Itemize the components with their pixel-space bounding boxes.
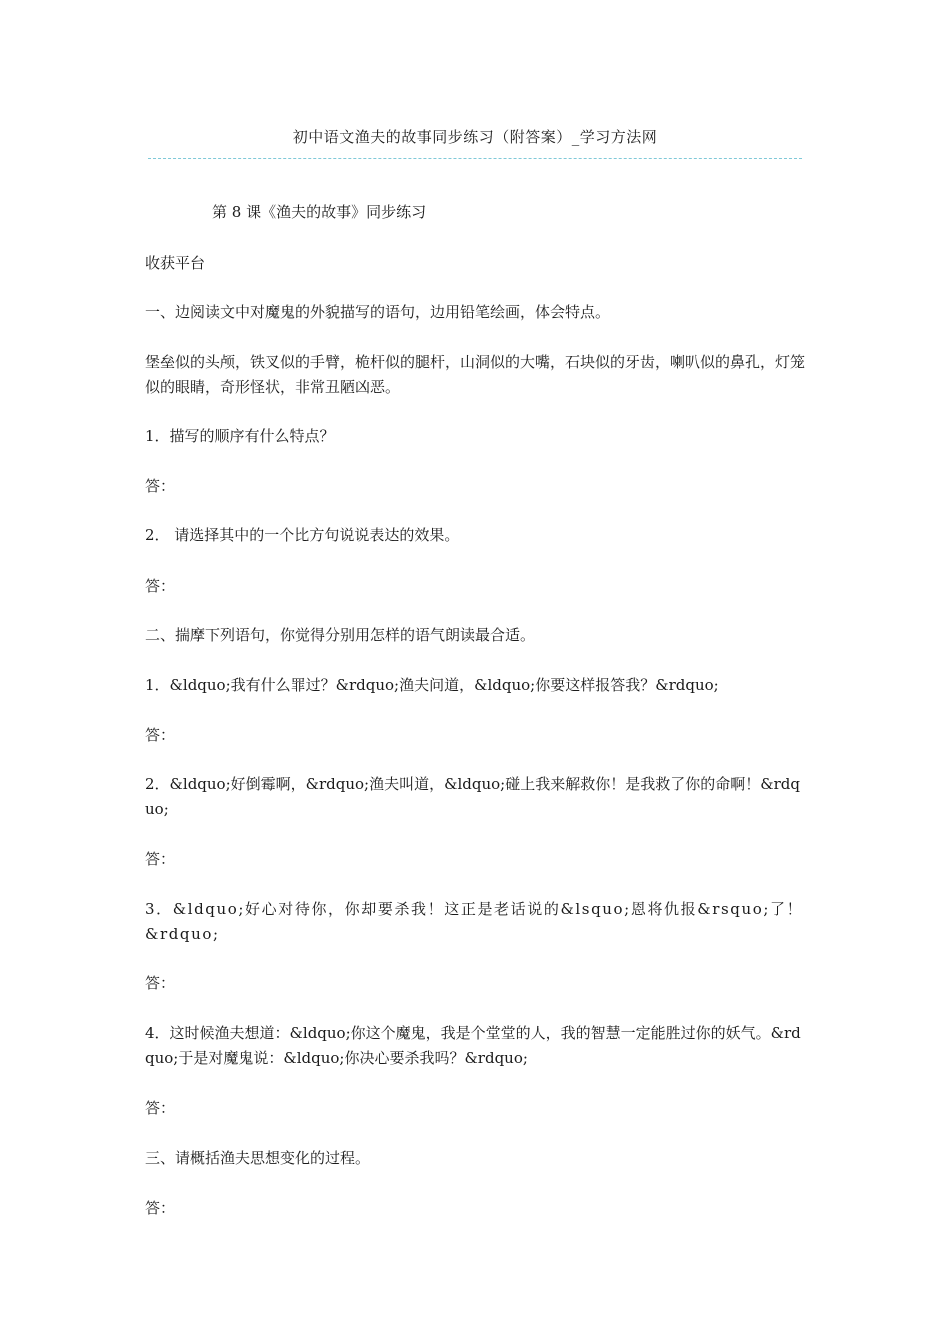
lesson-title: 第 8 课《渔夫的故事》同步练习 — [212, 203, 427, 221]
question-2-sub-3: 3．&ldquo;好心对待你，你却要杀我！这正是老话说的&lsquo;恩将仇报&rsquo;了！&rdquo; — [145, 900, 804, 943]
section-heading: 收获平台 — [145, 254, 206, 272]
question-2-sub-4: 4．这时候渔夫想道：&ldquo;你这个魔鬼，我是个堂堂的人，我的智慧一定能胜过你的妖气。&rdquo;于是对魔鬼说：&ldquo;你决心要杀我吗？&rdquo; — [145, 1024, 801, 1067]
answer-label: 答： — [145, 477, 176, 495]
answer-label: 答： — [145, 577, 176, 595]
answer-label: 答： — [145, 974, 176, 992]
page-title: 初中语文渔夫的故事同步练习（附答案）_学习方法网 — [292, 128, 658, 146]
question-2-intro: 二、揣摩下列语句，你觉得分别用怎样的语气朗读最合适。 — [145, 626, 536, 644]
header-divider — [148, 158, 802, 159]
question-2-sub-2: 2．&ldquo;好倒霉啊，&rdquo;渔夫叫道，&ldquo;碰上我来解救你！是我救了你的命啊！&rdquo; — [145, 775, 800, 818]
question-1-sub-1: 1．描写的顺序有什么特点？ — [145, 427, 335, 445]
question-1-intro: 一、边阅读文中对魔鬼的外貌描写的语句，边用铅笔绘画，体会特点。 — [145, 303, 611, 321]
question-2-sub-1: 1．&ldquo;我有什么罪过？&rdquo;渔夫问道，&ldquo;你要这样报答我？&rdquo; — [145, 676, 719, 694]
answer-label: 答： — [145, 850, 176, 868]
answer-label: 答： — [145, 1099, 176, 1117]
answer-label: 答： — [145, 1199, 176, 1217]
question-3-intro: 三、请概括渔夫思想变化的过程。 — [145, 1149, 371, 1167]
question-1-sub-2: 2． 请选择其中的一个比方句说说表达的效果。 — [145, 526, 460, 544]
answer-label: 答： — [145, 726, 176, 744]
question-1-passage: 堡垒似的头颅，铁叉似的手臂，桅杆似的腿杆，山洞似的大嘴，石块似的牙齿，喇叭似的鼻孔，灯笼似的眼睛，奇形怪状，非常丑陋凶恶。 — [145, 353, 806, 396]
